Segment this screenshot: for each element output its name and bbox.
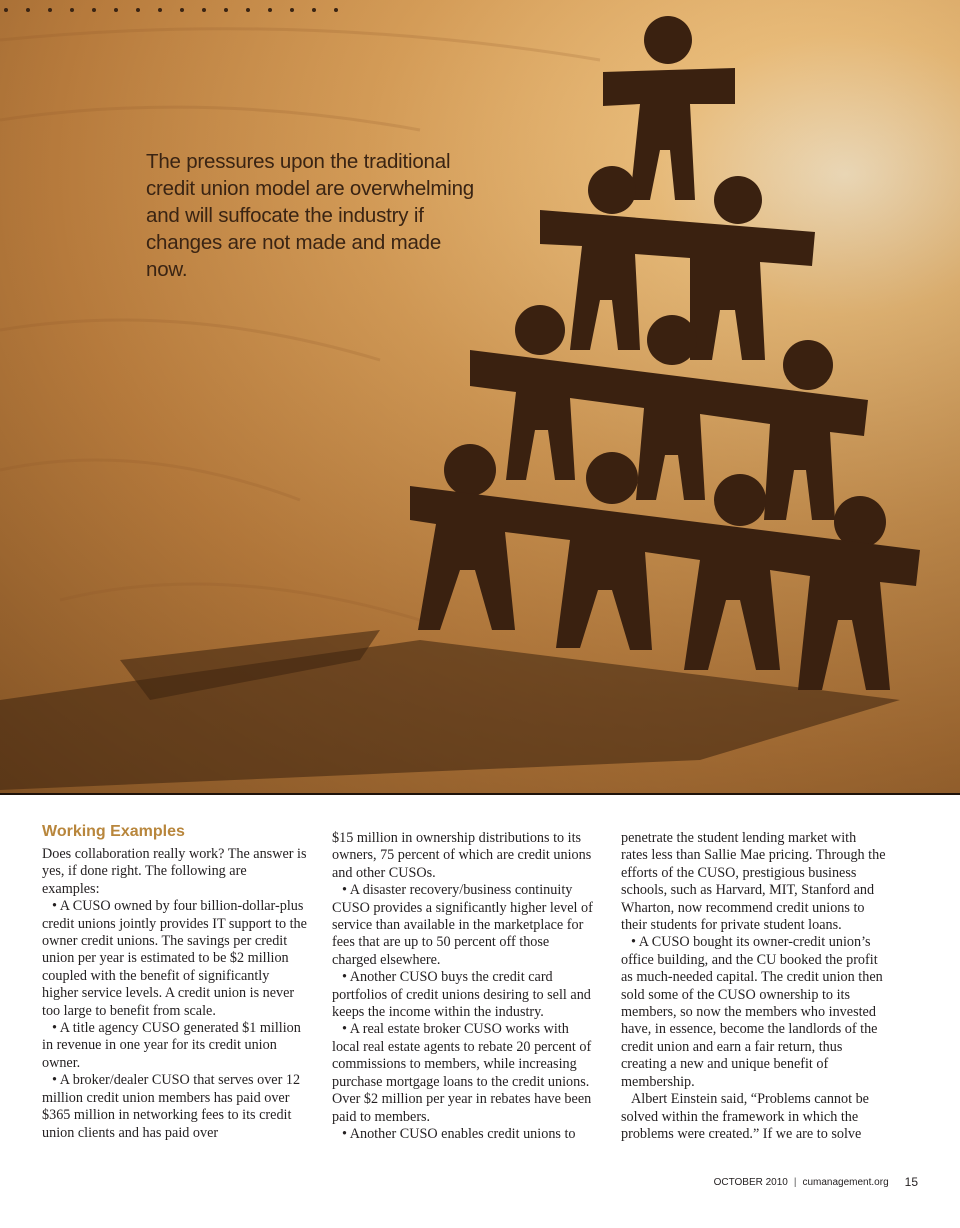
paragraph: Albert Einstein said, “Problems cannot be solved within the framework in which the problems were created.” If we are to solve (621, 1091, 869, 1142)
paragraph: $15 million in ownership distributions to its owners, 75 percent of which are credit unions and other CUSOs. (332, 830, 592, 881)
bullet-paragraph: • A disaster recovery/business continuity CUSO provides a significantly higher level of service than available in the marketplace for fees that are up to 50 percent off those charged elsewhere. (332, 882, 593, 968)
page-number: 15 (904, 1175, 918, 1189)
bullet-paragraph: • A CUSO owned by four billion-dollar-plus credit unions jointly provides IT support to the owner credit unions. The savings per credit union per year is estimated to be $2 million coupled with the benefit of significantly higher service levels. A credit union is never too large to benefit from scale. (42, 898, 307, 1019)
photo-bottom-rule (0, 793, 960, 795)
column-2 (332, 830, 597, 1143)
page-footer (714, 1175, 918, 1189)
paragraph: Does collaboration really work? The answer is yes, if done right. The following are examples: (42, 846, 307, 897)
dotted-divider (0, 0, 340, 20)
paragraph: penetrate the student lending market with rates less than Sallie Mae pricing. Through the efforts of the CUSO, prestigious business schools, such as Harvard, MIT, Stanford and Wharton, now recommend credit unions to their students for private student loans. (621, 830, 886, 934)
bullet-paragraph: • A real estate broker CUSO works with local real estate agents to rebate 20 percent of commissions to members, while increasing purchase mortgage loans to the credit unions. Over $2 million per year in rebates have been paid to members. (332, 1021, 592, 1125)
bullet-paragraph: • A broker/dealer CUSO that serves over 12 million credit union members has paid over $365 million in networking fees to its credit union clients and has paid over (42, 1072, 301, 1141)
column-3 (621, 830, 886, 1143)
bullet-paragraph: • Another CUSO buys the credit card portfolios of credit unions desiring to sell and keeps the income within the industry. (332, 969, 591, 1021)
issue-date: OCTOBER 2010 (713, 1176, 788, 1188)
footer-separator: | (793, 1176, 797, 1188)
section-heading: Working Examples (42, 823, 185, 840)
bullet-paragraph: • A title agency CUSO generated $1 million in revenue in one year for its credit union owner. (42, 1020, 301, 1071)
bullet-paragraph: • A CUSO bought its owner-credit union’s office building, and the CU booked the profit as much-needed capital. The credit union then sold some of the CUSO ownership to its members, so now the members who invested have, in essence, become the landlords of the credit union and earn a fair return, thus creating a new and unique benefit of membership. (621, 934, 883, 1090)
pull-quote: The pressures upon the traditional credit union model are overwhelming and will suffocate the industry if changes are not made and made now. (146, 150, 475, 281)
column-1 (42, 822, 307, 1142)
site-link[interactable]: cumanagement.org (802, 1176, 889, 1188)
bullet-paragraph: • Another CUSO enables credit unions to (342, 1125, 576, 1142)
